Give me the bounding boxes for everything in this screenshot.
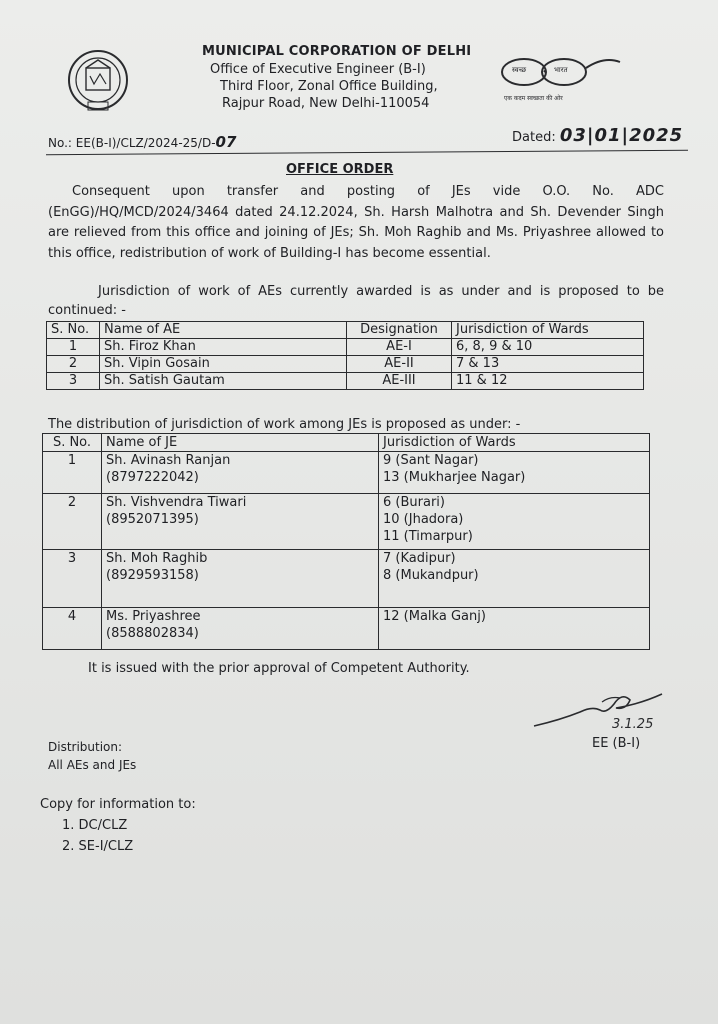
- table-row: [43, 608, 650, 650]
- reference-handwritten: 07: [215, 133, 237, 151]
- cell-wards: 6, 8, 9 & 10: [452, 339, 644, 356]
- je-table-intro: The distribution of jurisdiction of work among JEs is proposed as under: -: [48, 417, 521, 432]
- paragraph-2: [48, 282, 664, 320]
- cell-name: Sh. Firoz Khan: [100, 339, 347, 356]
- distribution-label: Distribution:: [48, 740, 123, 754]
- ward: 7 (Kadipur): [383, 551, 456, 566]
- date-handwritten: 03|01|2025: [559, 125, 684, 146]
- swachh-word: स्वच्छ: [512, 66, 527, 74]
- ae-jurisdiction-table: [46, 321, 644, 390]
- table-row: [43, 550, 650, 608]
- je-name: Ms. Priyashree: [106, 609, 201, 624]
- cell-name: [102, 550, 379, 608]
- org-name: MUNICIPAL CORPORATION OF DELHI: [202, 44, 472, 59]
- copy-item: 1. DC/CLZ: [62, 818, 128, 833]
- copy-block: [40, 794, 196, 857]
- ward: 11 (Timarpur): [383, 529, 473, 544]
- cell-name: Sh. Satish Gautam: [100, 373, 347, 390]
- ward: 6 (Burari): [383, 495, 445, 510]
- cell-designation: AE-I: [347, 339, 452, 356]
- signature-date: 3.1.25: [612, 717, 654, 730]
- je-name: Sh. Vishvendra Tiwari: [106, 495, 247, 510]
- copy-label: Copy for information to:: [40, 797, 196, 812]
- approval-statement: It is issued with the prior approval of Competent Authority.: [88, 661, 470, 676]
- cell-wards: 7 & 13: [452, 356, 644, 373]
- cell-sno: 2: [47, 356, 100, 373]
- je-jurisdiction-table: [42, 433, 650, 650]
- bharat-word: भारत: [554, 66, 568, 74]
- office-name: Office of Executive Engineer (B-I): [210, 62, 426, 77]
- column-header: S. No.: [43, 434, 102, 452]
- column-header: Jurisdiction of Wards: [379, 434, 650, 452]
- cell-sno: 3: [43, 550, 102, 608]
- document-title: OFFICE ORDER: [286, 162, 394, 177]
- mcd-emblem-logo: [66, 46, 130, 118]
- column-header: S. No.: [47, 322, 100, 339]
- cell-name: [102, 452, 379, 494]
- cell-name: Sh. Vipin Gosain: [100, 356, 347, 373]
- cell-name: [102, 494, 379, 550]
- address-line-1: Third Floor, Zonal Office Building,: [220, 79, 438, 94]
- cell-sno: 1: [43, 452, 102, 494]
- paragraph-1: [48, 182, 664, 264]
- ward: 10 (Jhadora): [383, 512, 464, 527]
- reference-prefix: No.: EE(B-I)/CLZ/2024-25/D-: [48, 136, 216, 150]
- logo-tagline: एक कदम स्वच्छता की ओर: [504, 95, 563, 102]
- ward: 8 (Mukandpur): [383, 568, 479, 583]
- je-phone: (8588802834): [106, 626, 199, 641]
- cell-designation: AE-II: [347, 356, 452, 373]
- table-row: [43, 494, 650, 550]
- table-row: [47, 356, 644, 373]
- date-label: Dated:: [512, 130, 556, 145]
- copy-item: 2. SE-I/CLZ: [62, 839, 134, 854]
- cell-sno: 1: [47, 339, 100, 356]
- je-name: Sh. Moh Raghib: [106, 551, 208, 566]
- cell-sno: 4: [43, 608, 102, 650]
- column-header: Name of AE: [100, 322, 347, 339]
- table-row: [47, 339, 644, 356]
- cell-wards: [379, 550, 650, 608]
- table-header-row: [43, 434, 650, 452]
- cell-designation: AE-III: [347, 373, 452, 390]
- table-header-row: [47, 322, 644, 339]
- cell-wards: [379, 608, 650, 650]
- address-line-2: Rajpur Road, New Delhi-110054: [222, 96, 430, 111]
- date-line: [512, 125, 683, 146]
- je-name: Sh. Avinash Ranjan: [106, 453, 231, 468]
- column-header: Name of JE: [102, 434, 379, 452]
- cell-wards: [379, 452, 650, 494]
- je-phone: (8952071395): [106, 512, 199, 527]
- letterhead: [200, 44, 500, 111]
- swachh-bharat-logo: [494, 52, 628, 108]
- cell-wards: [379, 494, 650, 550]
- column-header: Jurisdiction of Wards: [452, 322, 644, 339]
- ward: 13 (Mukharjee Nagar): [383, 470, 526, 485]
- distribution-block: [48, 738, 136, 774]
- table-row: [43, 452, 650, 494]
- ward: 9 (Sant Nagar): [383, 453, 479, 468]
- handwritten-signature: [530, 680, 670, 730]
- je-phone: (8797222042): [106, 470, 199, 485]
- cell-sno: 3: [47, 373, 100, 390]
- cell-wards: 11 & 12: [452, 373, 644, 390]
- table-row: [47, 373, 644, 390]
- cell-name: [102, 608, 379, 650]
- cell-sno: 2: [43, 494, 102, 550]
- reference-number: [48, 133, 236, 151]
- column-header: Designation: [347, 322, 452, 339]
- je-phone: (8929593158): [106, 568, 199, 583]
- distribution-recipients: All AEs and JEs: [48, 758, 137, 772]
- paragraph-1-text: Consequent upon transfer and posting of JEs vide O.O. No. ADC (EnGG)/HQ/MCD/2024/3464 dated 24.12.2024, Sh. Harsh Malhotra and Sh. Devender Singh are relieved from this office and joining of JEs; Sh. Moh Raghib and Ms. Priyashree allowed to this office, redistribution of work of Building-I has become essential.: [48, 184, 664, 261]
- signatory-designation: EE (B-I): [592, 736, 641, 751]
- paragraph-2-text: Jurisdiction of work of AEs currently awarded is as under and is proposed to be continued: -: [48, 284, 664, 318]
- ward: 12 (Malka Ganj): [383, 609, 486, 624]
